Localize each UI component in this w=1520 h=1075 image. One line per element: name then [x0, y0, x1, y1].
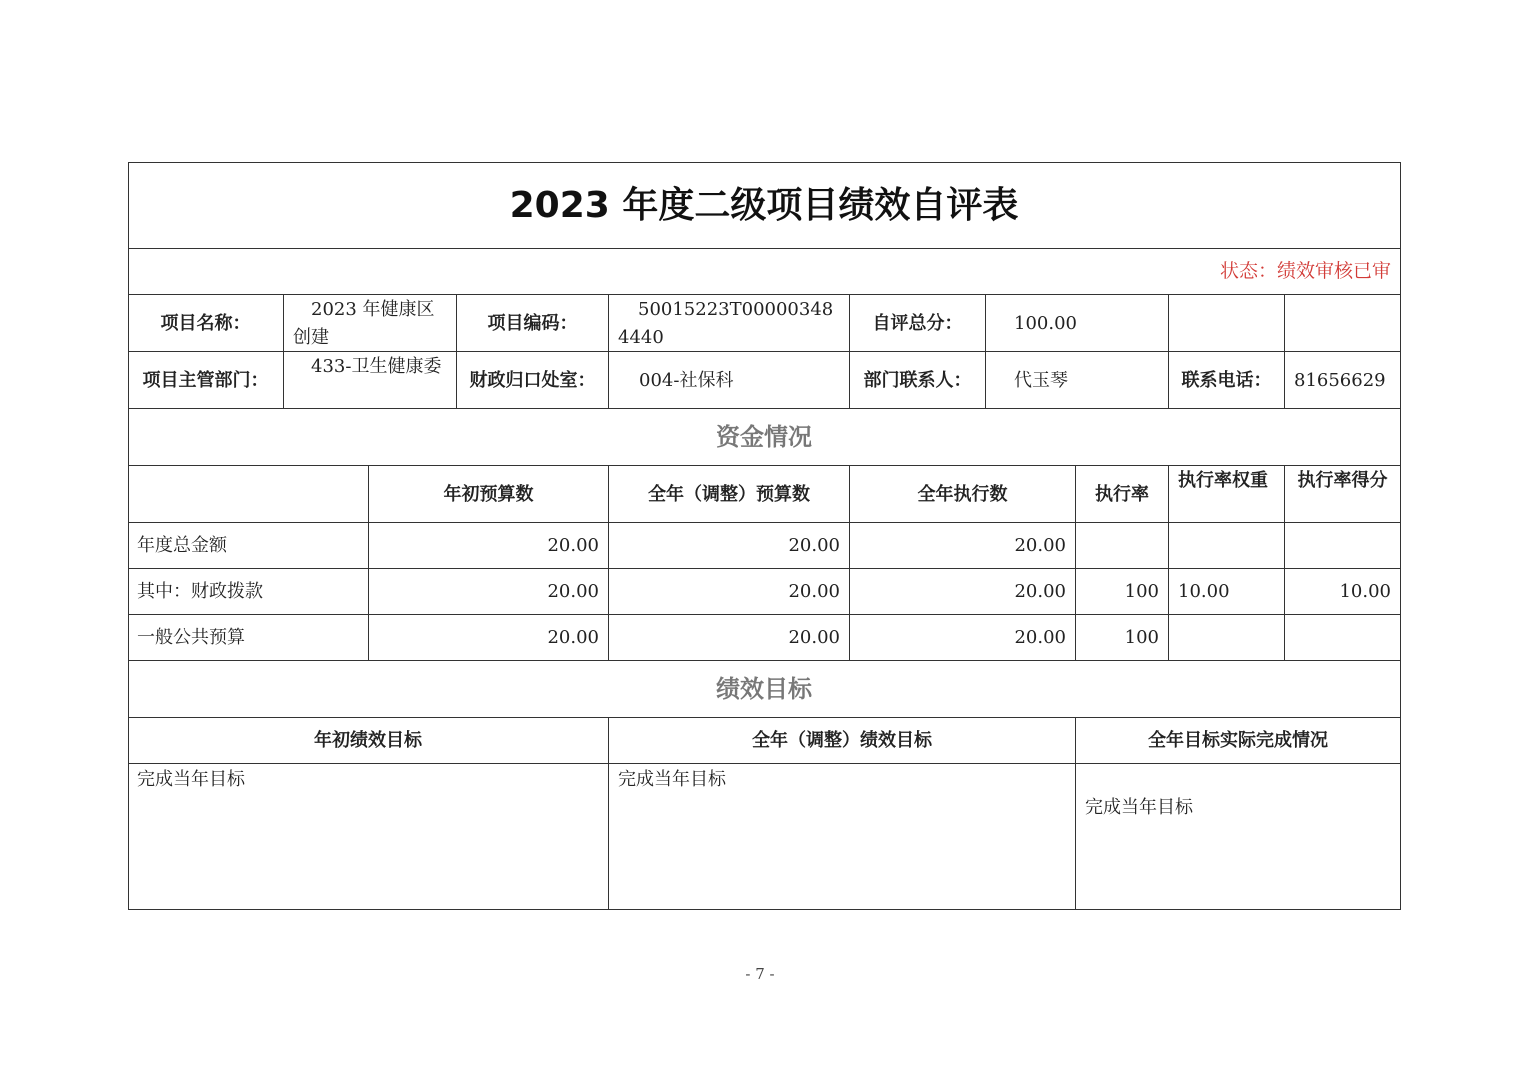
- table-cell: 20.00: [850, 569, 1076, 615]
- table-cell: 20.00: [369, 523, 609, 569]
- funds-header: [128, 466, 369, 523]
- goals-section-title: 绩效目标: [128, 661, 1401, 718]
- table-cell: 10.00: [1285, 569, 1401, 615]
- table-cell: 20.00: [369, 615, 609, 661]
- self-score-value: 100.00: [986, 295, 1169, 352]
- table-cell: 10.00: [1169, 569, 1285, 615]
- table-cell: 20.00: [850, 523, 1076, 569]
- table-cell: 20.00: [850, 615, 1076, 661]
- funds-header: 执行率: [1076, 466, 1169, 523]
- funds-header: 执行率权重: [1169, 466, 1285, 523]
- table-cell: 20.00: [609, 569, 850, 615]
- table-cell: 100: [1076, 615, 1169, 661]
- table-cell: 20.00: [609, 523, 850, 569]
- table-cell: [1169, 523, 1285, 569]
- contact-value: 代玉琴: [986, 352, 1169, 409]
- table-cell: 20.00: [369, 569, 609, 615]
- phone-label: 联系电话：: [1169, 352, 1285, 409]
- goals-header: 全年（调整）绩效目标: [609, 718, 1076, 764]
- project-name-label: 项目名称：: [128, 295, 284, 352]
- table-cell: [1285, 615, 1401, 661]
- contact-label: 部门联系人：: [850, 352, 986, 409]
- funds-header: 年初预算数: [369, 466, 609, 523]
- goal-initial: 完成当年目标: [128, 764, 609, 910]
- evaluation-table: [128, 162, 1401, 910]
- table-cell: [1076, 523, 1169, 569]
- empty-cell: [1169, 295, 1285, 352]
- goal-actual: 完成当年目标: [1076, 764, 1401, 910]
- office-label: 财政归口处室：: [457, 352, 609, 409]
- table-row-label: 一般公共预算: [128, 615, 369, 661]
- table-cell: 20.00: [609, 615, 850, 661]
- table-cell: 100: [1076, 569, 1169, 615]
- table-cell: [1169, 615, 1285, 661]
- page-title: 2023 年度二级项目绩效自评表: [128, 162, 1401, 249]
- project-name-value: 2023 年健康区创建: [284, 295, 457, 352]
- office-value: 004-社保科: [609, 352, 850, 409]
- dept-value: 433-卫生健康委: [284, 352, 457, 409]
- goal-adjusted: 完成当年目标: [609, 764, 1076, 910]
- empty-cell: [1285, 295, 1401, 352]
- self-score-label: 自评总分：: [850, 295, 986, 352]
- dept-label: 项目主管部门：: [128, 352, 284, 409]
- page-number: - 7 -: [745, 965, 775, 983]
- table-row-label: 年度总金额: [128, 523, 369, 569]
- goals-header: 年初绩效目标: [128, 718, 609, 764]
- table-cell: [1285, 523, 1401, 569]
- funds-section-title: 资金情况: [128, 409, 1401, 466]
- goals-header: 全年目标实际完成情况: [1076, 718, 1401, 764]
- funds-header: 执行率得分: [1285, 466, 1401, 523]
- project-code-label: 项目编码：: [457, 295, 609, 352]
- project-code-value: 50015223T000003484440: [609, 295, 850, 352]
- status-badge: 状态：绩效审核已审: [128, 249, 1401, 295]
- funds-header: 全年（调整）预算数: [609, 466, 850, 523]
- table-row-label: 其中：财政拨款: [128, 569, 369, 615]
- phone-value: 81656629: [1285, 352, 1401, 409]
- funds-header: 全年执行数: [850, 466, 1076, 523]
